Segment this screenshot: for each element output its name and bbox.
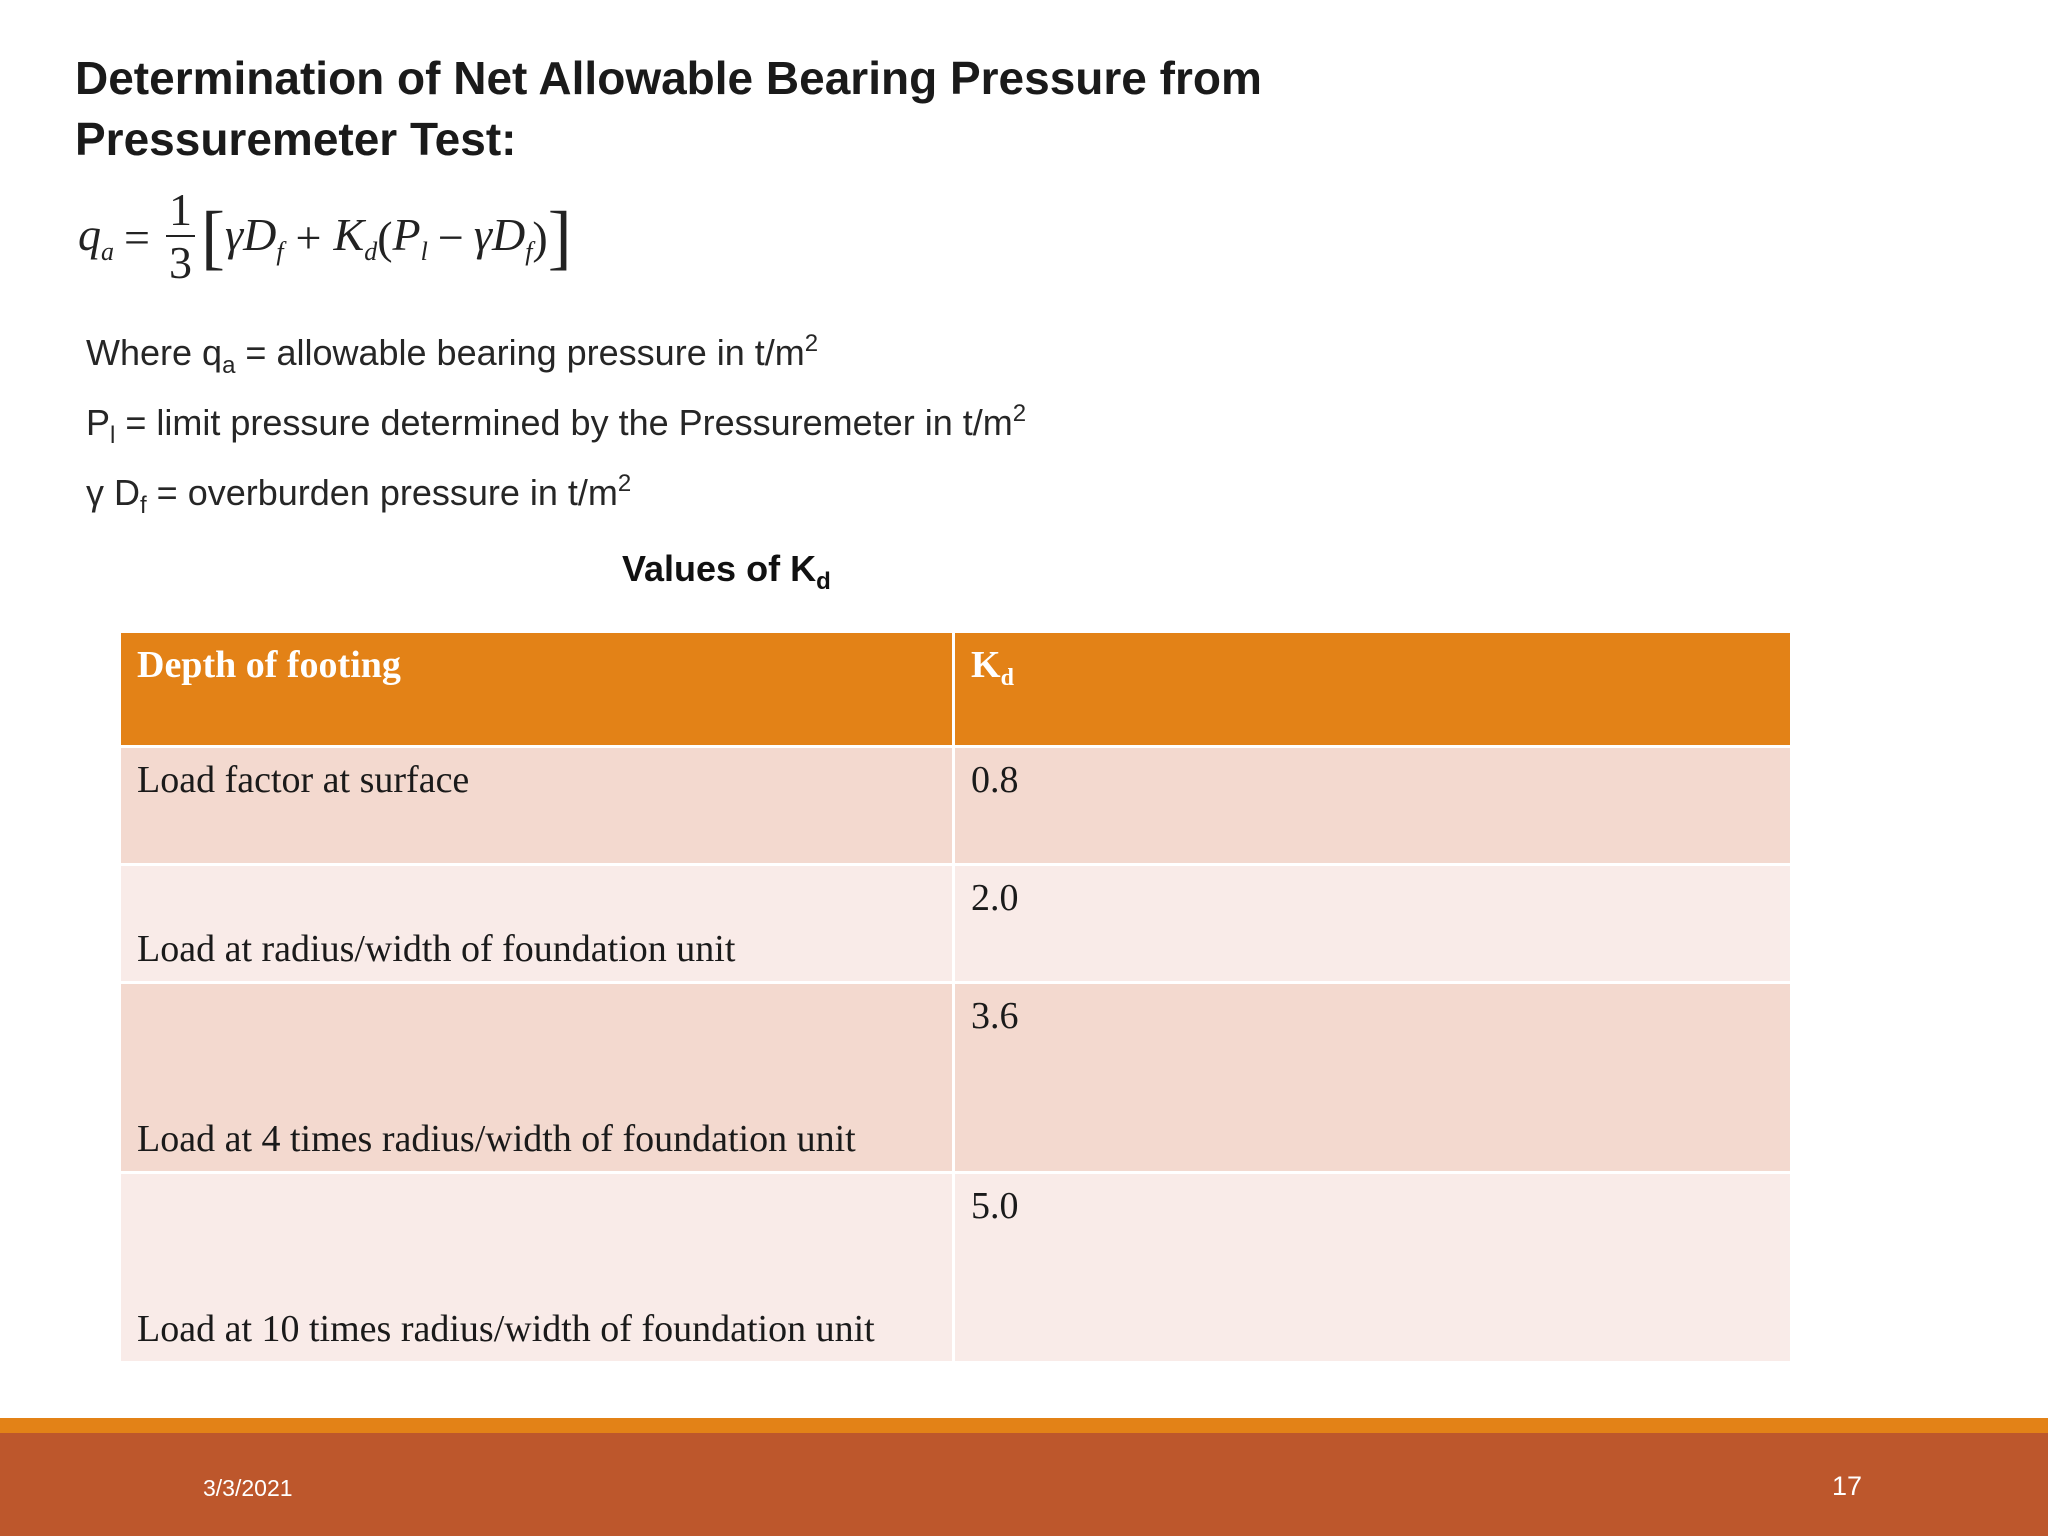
formula-plus: + (295, 211, 322, 263)
depth-cell: Load at 10 times radius/width of foundation unit (120, 1173, 954, 1363)
formula-close-paren: ) (532, 211, 548, 263)
kd-table-caption: Values of $K_d$ (622, 548, 831, 595)
formula-gamma-df-1: $\gamma D_f$ (224, 208, 284, 266)
definition-qa: Where $q_a$ = allowable bearing pressure in $t/m^2$ (86, 330, 819, 379)
kd-cell: 2.0 (954, 865, 1792, 983)
formula-gamma-df-2: $\gamma D_f$ (473, 208, 533, 266)
formula-equals: = (124, 211, 150, 263)
definition-pl: $P_l$ = limit pressure determined by the Pressuremeter in $t/m^2$ (86, 400, 1027, 449)
formula-pl: $P_l$ (392, 208, 428, 266)
kd-values-table (118, 630, 1793, 1364)
slide-footer (0, 1433, 2048, 1536)
formula-kd: $K_d$ (333, 208, 378, 266)
depth-cell: Load factor at surface (120, 747, 954, 865)
kd-cell: 3.6 (954, 983, 1792, 1173)
table-row (120, 865, 1792, 983)
bearing-pressure-formula (78, 182, 572, 292)
footer-date: 3/3/2021 (203, 1475, 293, 1501)
slide-number: 17 (1832, 1471, 1863, 1501)
table-header-row (120, 632, 1792, 747)
table-row (120, 983, 1792, 1173)
depth-cell: Load at radius/width of foundation unit (120, 865, 954, 983)
header-kd: $K_d$ (954, 632, 1792, 747)
table-row (120, 1173, 1792, 1363)
kd-cell: 5.0 (954, 1173, 1792, 1363)
definition-gamma-df: γ $D_f$ = overburden pressure in $t/m^2$ (86, 470, 632, 519)
formula-close-bracket: ] (547, 197, 572, 277)
formula-fraction: $\frac{1}{3}$ (166, 185, 195, 289)
kd-cell: 0.8 (954, 747, 1792, 865)
table-row (120, 747, 1792, 865)
header-depth: Depth of footing (120, 632, 954, 747)
formula-minus: − (437, 211, 464, 263)
depth-cell: Load at 4 times radius/width of foundation unit (120, 983, 954, 1173)
slide-title: Determination of Net Allowable Bearing Pressure from Pressuremeter Test: (75, 52, 1262, 165)
formula-open-paren: ( (377, 211, 393, 263)
formula-lhs: $q_a$ (78, 208, 114, 266)
formula-open-bracket: [ (200, 197, 225, 277)
footer-accent-stripe (0, 1418, 2048, 1433)
